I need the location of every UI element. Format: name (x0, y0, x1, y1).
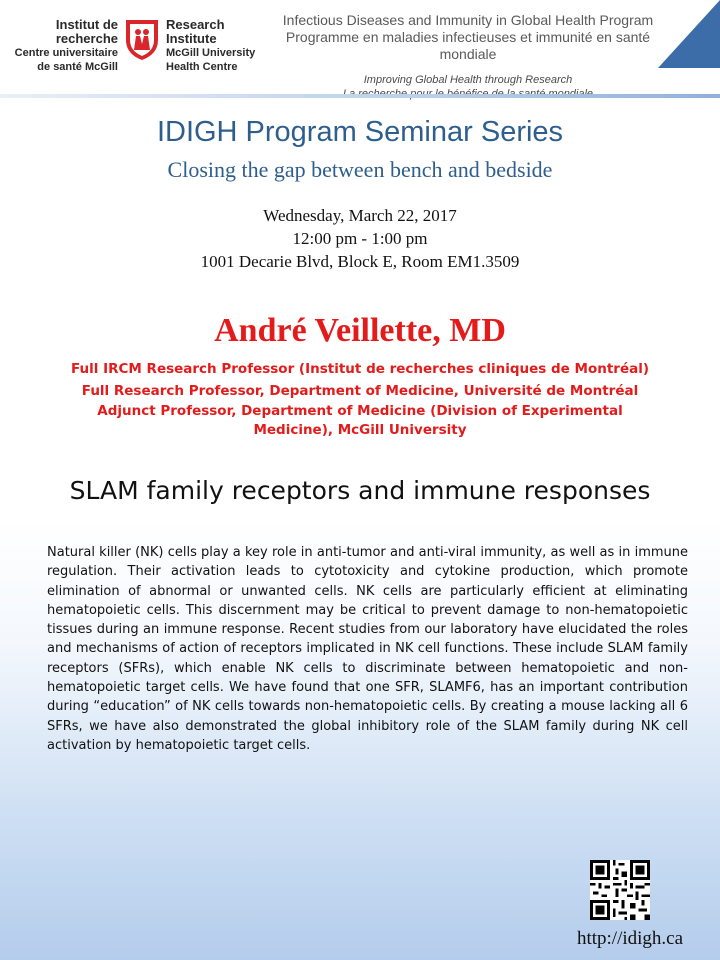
institute-left-line3: Centre universitaire (14, 47, 118, 59)
institute-right-line1: Research (166, 17, 225, 32)
affiliation-2: Full Research Professor, Department of Medicine, Université de Montréal (81, 383, 639, 399)
affiliation-3-line1: Adjunct Professor, Department of Medicine (Division of Experimental (97, 403, 623, 419)
speaker-affiliations (20, 358, 700, 440)
event-date: Wednesday, March 22, 2017 (263, 206, 457, 225)
event-time: 12:00 pm - 1:00 pm (292, 229, 428, 248)
event-location: 1001 Decarie Blvd, Block E, Room EM1.3509 (200, 252, 520, 271)
speaker-name: André Veillette, MD (214, 312, 506, 349)
program-title-fr: Programme en maladies infectieuses et immunité en santé mondiale (285, 29, 651, 62)
crest-icon (122, 14, 162, 62)
institute-right-line4: Health Centre (166, 61, 238, 73)
affiliation-3-line2: Medicine), McGill University (253, 422, 467, 438)
institute-left-line1: Institut de (55, 17, 118, 32)
corner-decoration (658, 0, 720, 68)
qr-code-icon (585, 860, 655, 920)
institute-left-line4: de santé McGill (37, 61, 118, 73)
institute-left-line2: recherche (55, 31, 118, 46)
program-header (268, 12, 668, 101)
talk-abstract: Natural killer (NK) cells play a key role in anti-tumor and anti-viral immunity, as well as in immune regulation. Their activation leads to cytotoxicity and cytokine production, which promote elimination of abnormal or unwanted cells. NK cells are particularly efficient at eliminating hematopoietic cells. This discernment may be critical to prevent damage to non-hematopoietic tissues during an immune response. Recent studies from our laboratory have elucidated the roles and mechanisms of action of receptors implicated in NK cell functions. These include SLAM family receptors (SFRs), which enable NK cells to discriminate between hematopoietic and non-hematopoietic target cells. We have found that one SFR, SLAMF6, has an important contribution during “education” of NK cells towards non-hematopoietic cells. By creating a mouse lacking all 6 SFRs, we have also demonstrated the global inhibitory role of the SLAM family during NK cell activation by hematopoietic target cells. (47, 545, 688, 753)
program-title-en: Infectious Diseases and Immunity in Global Health Program (282, 12, 654, 28)
program-slogan-en: Improving Global Health through Research (363, 74, 573, 86)
series-subtitle: Closing the gap between bench and bedside (167, 157, 553, 182)
talk-title: SLAM family receptors and immune responses (69, 476, 651, 505)
website-url[interactable]: http://idigh.ca (576, 928, 684, 949)
institute-logo (0, 0, 280, 90)
institute-right-line3: McGill University (166, 47, 256, 59)
institute-name-french (6, 18, 118, 74)
institute-right-line2: Institute (166, 31, 217, 46)
affiliation-1: Full IRCM Research Professor (Institut de recherches cliniques de Montréal) (70, 361, 650, 377)
series-title: IDIGH Program Seminar Series (156, 116, 564, 148)
event-info (0, 204, 720, 273)
header-divider (0, 94, 720, 98)
